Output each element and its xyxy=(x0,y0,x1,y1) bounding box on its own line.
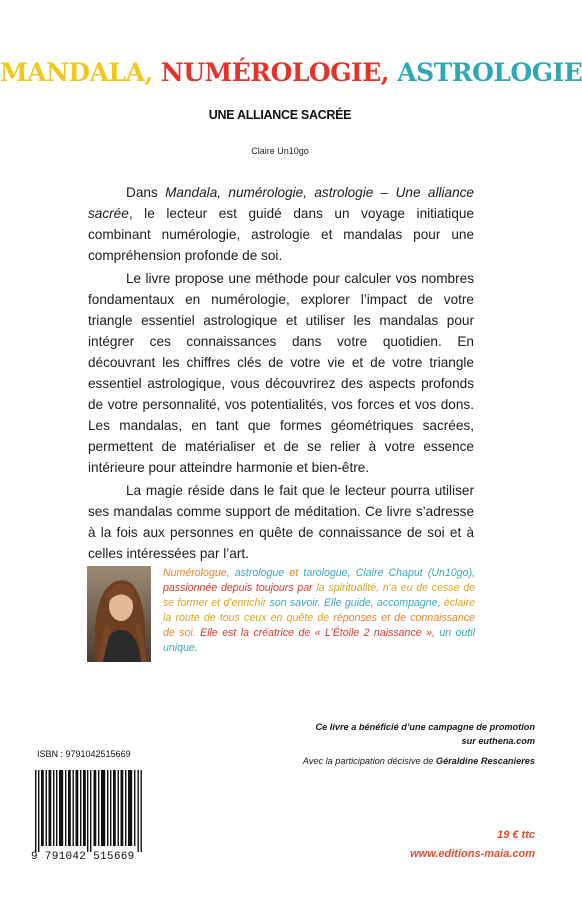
promotion-line: Ce livre a bénéficié d’une campagne de promotion xyxy=(315,722,535,732)
bio-fragment: son savoir. Elle guide, accompagne, xyxy=(269,597,444,609)
promotion-line: sur euthena.com xyxy=(461,736,535,746)
participation-prefix: Avec la participation décisive de xyxy=(302,756,436,766)
title-astrologie: ASTROLOGIE xyxy=(397,58,582,87)
synopsis-paragraph-2: Le livre propose une méthode pour calculer vos nombres fondamentaux en numérologie, explorer l’impact de votre triangle essentiel astrologique et utiliser les mandalas pour intégrer ces connaissances dans votre quotidien. En découvrant les chiffres clés de votre vie et de votre triangle essentiel astrologique, vous découvrirez des aspects profonds de votre personnalité, vos potentialités, vos forces et vos dons. Les mandalas, en tant que formes géométriques sacrées, permettent de matérialiser et de se relier à votre essence intérieure pour atteindre harmonie et bien-être. xyxy=(88,271,474,475)
book-subtitle: UNE ALLIANCE SACRÉE xyxy=(208,108,352,122)
author-bio xyxy=(163,566,475,656)
title-mandala: MANDALA, xyxy=(0,58,153,87)
participant-name: Géraldine Rescanieres xyxy=(435,756,535,766)
bio-fragment: passionnée depuis toujours par xyxy=(163,582,317,594)
author-photo xyxy=(87,566,151,662)
bio-fragment: un outil unique. xyxy=(163,627,475,654)
book-title xyxy=(0,56,582,90)
author-name: Claire Un10go xyxy=(251,146,309,156)
bio-fragment: astrologue xyxy=(234,567,285,579)
publisher-website[interactable]: www.editions-maia.com xyxy=(410,848,535,860)
synopsis-text: , le lecteur est guidé dans un voyage initiatique combinant numérologie, astrologie et mandalas pour une compréhension profonde de soi. xyxy=(88,206,474,263)
barcode-number: 9 791042 515669 xyxy=(31,851,135,863)
synopsis xyxy=(88,182,474,566)
price: 19 € ttc xyxy=(497,829,535,841)
bio-fragment: tarologue xyxy=(303,567,348,579)
synopsis-paragraph-3: La magie réside dans le fait que le lecteur pourra utiliser ses mandalas comme support de méditation. Ce livre s’adresse à la fois aux personnes en quête de connaissance de soi et à celles intéressées par l’art. xyxy=(88,483,474,561)
bio-fragment: et xyxy=(284,567,304,579)
barcode-icon xyxy=(33,770,144,852)
bio-fragment: Numérologue, xyxy=(163,567,235,579)
bio-fragment: , Claire Chaput (Un10go), xyxy=(347,567,475,579)
synopsis-text: Dans xyxy=(126,185,166,200)
promotion-notice xyxy=(235,720,535,748)
bio-fragment: Elle est la créatrice de « L’Étoile 2 naissance », xyxy=(200,627,440,639)
bio-fragment: réponses et de connaissance de soi. xyxy=(163,612,476,639)
bio-fragment: éclaire la route de tous ceux en quête de xyxy=(163,597,475,624)
isbn-label: ISBN : 9791042515669 xyxy=(37,749,131,759)
title-numerologie: NUMÉROLOGIE, xyxy=(160,58,390,87)
synopsis-paragraph-1 xyxy=(88,182,474,266)
synopsis-book-reference: Mandala, numérologie, astrologie – Une alliance sacrée xyxy=(88,185,474,221)
bio-fragment: la spiritualité, n’a eu de cesse de se former et d’enrichir xyxy=(163,582,476,609)
participation-credit xyxy=(215,756,535,766)
